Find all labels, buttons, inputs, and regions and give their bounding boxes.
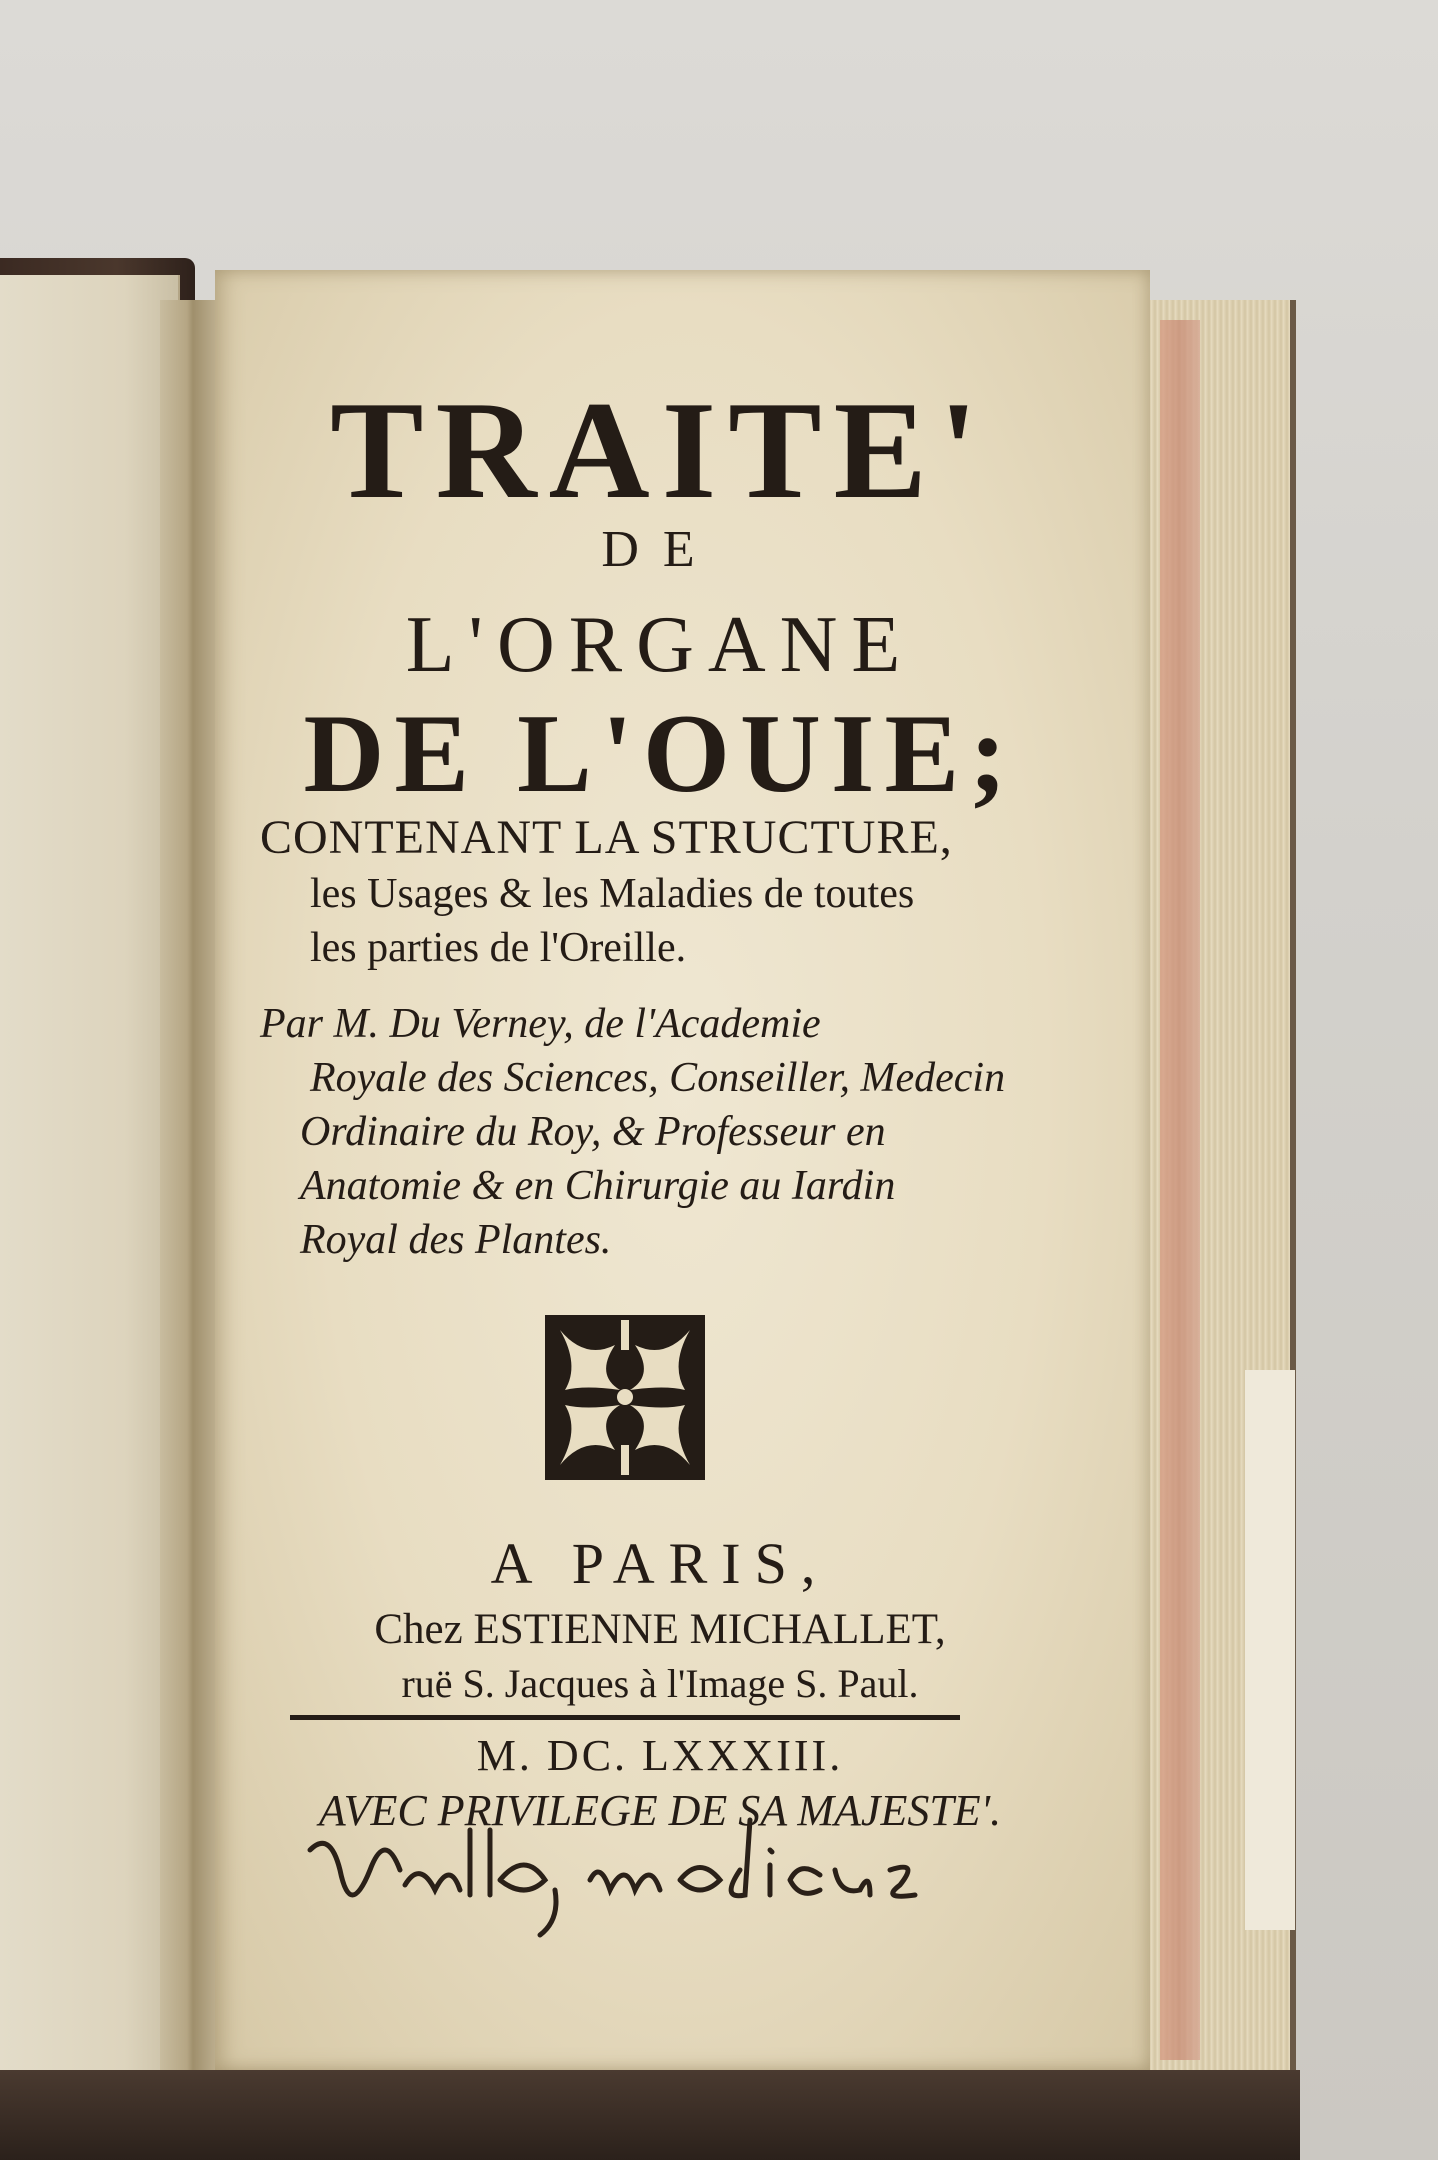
book-bottom-edge <box>0 2070 1300 2160</box>
imprint-year: M. DC. LXXXIII. <box>476 1731 844 1780</box>
imprint-publisher: Chez ESTIENNE MICHALLET, <box>374 1606 946 1653</box>
title-organe: L'ORGANE <box>405 601 915 689</box>
subtitle-line-2: les Usages & les Maladies de toutes <box>310 871 915 917</box>
imprint-rule <box>290 1715 960 1720</box>
author-line-3: Ordinaire du Roy, & Professeur en <box>300 1109 886 1155</box>
inserted-paper-slip <box>1245 1370 1295 1930</box>
title-de: DE <box>601 521 719 578</box>
author-line-4: Anatomie & en Chirurgie au Iardin <box>300 1163 896 1209</box>
imprint-city: A PARIS, <box>490 1531 830 1596</box>
gutter <box>160 300 220 2080</box>
title-ouie: DE L'OUIE; <box>303 692 1017 816</box>
subtitle-line-3: les parties de l'Oreille. <box>310 925 687 971</box>
handwritten-signature <box>300 1810 940 1950</box>
author-line-5: Royal des Plantes. <box>300 1217 612 1263</box>
red-sprinkled-edge <box>1160 320 1200 2060</box>
author-line-2: Royale des Sciences, Conseiller, Medecin <box>310 1055 1006 1101</box>
author-line-1: Par M. Du Verney, de l'Academie <box>260 1001 821 1047</box>
printer-ornament-icon <box>545 1315 705 1480</box>
imprint-privilege: AVEC PRIVILEGE DE SA MAJESTE'. <box>318 1786 1002 1835</box>
subtitle-line-1: CONTENANT LA STRUCTURE, <box>260 811 953 864</box>
left-flyleaf <box>0 275 180 2075</box>
imprint-address: ruë S. Jacques à l'Image S. Paul. <box>401 1661 919 1706</box>
title-traite: TRAITE' <box>330 373 990 528</box>
